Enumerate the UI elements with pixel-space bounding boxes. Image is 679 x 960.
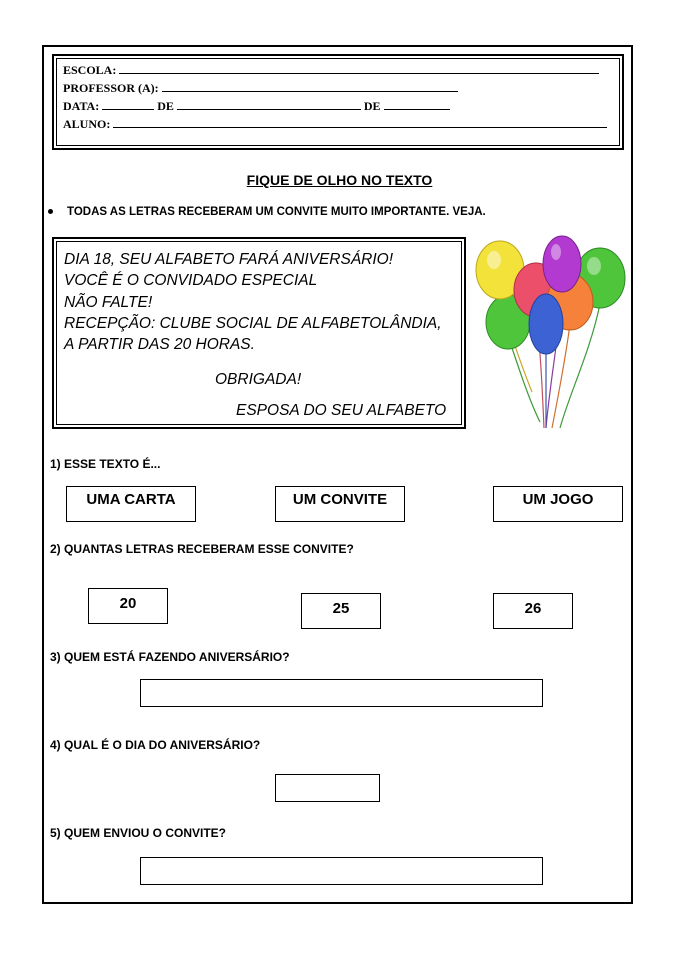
option-25[interactable]: 25: [301, 593, 381, 629]
page-title: FIQUE DE OLHO NO TEXTO: [246, 172, 433, 188]
question-2: 2) QUANTAS LETRAS RECEBERAM ESSE CONVITE?: [50, 542, 354, 556]
question-1: 1) ESSE TEXTO É...: [50, 457, 161, 471]
invitation-signature: ESPOSA DO SEU ALFABETO: [236, 402, 447, 419]
data-row: [63, 99, 450, 114]
answer-box-5[interactable]: [140, 857, 543, 885]
option-26[interactable]: 26: [493, 593, 573, 629]
question-3: 3) QUEM ESTÁ FAZENDO ANIVERSÁRIO?: [50, 650, 290, 664]
data-day-field[interactable]: [102, 99, 154, 110]
bullet-icon: [48, 209, 53, 214]
invitation-line: A PARTIR DAS 20 HORAS.: [64, 336, 255, 353]
escola-field[interactable]: [119, 63, 599, 74]
balloon: [529, 294, 563, 354]
option-uma-carta[interactable]: UMA CARTA: [66, 486, 196, 522]
option-um-jogo[interactable]: UM JOGO: [493, 486, 623, 522]
question-5: 5) QUEM ENVIOU O CONVITE?: [50, 826, 227, 840]
question-4: 4) QUAL É O DIA DO ANIVERSÁRIO?: [50, 738, 261, 752]
answer-box-4[interactable]: [275, 774, 380, 802]
option-um-convite[interactable]: UM CONVITE: [275, 486, 405, 522]
balloons-illustration: [470, 232, 630, 432]
professor-field[interactable]: [162, 81, 458, 92]
data-label: DATA:: [63, 99, 100, 113]
option-20[interactable]: 20: [88, 588, 168, 624]
professor-row: [63, 81, 458, 96]
instruction-text: TODAS AS LETRAS RECEBERAM UM CONVITE MUITO IMPORTANTE. VEJA.: [67, 206, 486, 218]
aluno-row: [63, 117, 607, 132]
invitation-thanks: OBRIGADA!: [215, 371, 302, 388]
escola-label: ESCOLA:: [63, 63, 117, 77]
aluno-field[interactable]: [113, 117, 607, 128]
invitation-line: VOCÊ É O CONVIDADO ESPECIAL: [64, 272, 318, 289]
balloon: [543, 236, 581, 292]
invitation-line: NÃO FALTE!: [64, 294, 153, 311]
professor-label: PROFESSOR (A):: [63, 81, 159, 95]
aluno-label: ALUNO:: [63, 117, 111, 131]
data-month-field[interactable]: [177, 99, 361, 110]
de-label: DE: [363, 99, 381, 113]
instruction-line: [48, 206, 486, 218]
invitation-line: RECEPÇÃO: CLUBE SOCIAL DE ALFABETOLÂNDIA,: [64, 315, 442, 332]
data-year-field[interactable]: [384, 99, 450, 110]
answer-box-3[interactable]: [140, 679, 543, 707]
invitation-line: DIA 18, SEU ALFABETO FARÁ ANIVERSÁRIO!: [64, 251, 394, 268]
de-label: DE: [157, 99, 174, 113]
escola-row: [63, 63, 599, 78]
